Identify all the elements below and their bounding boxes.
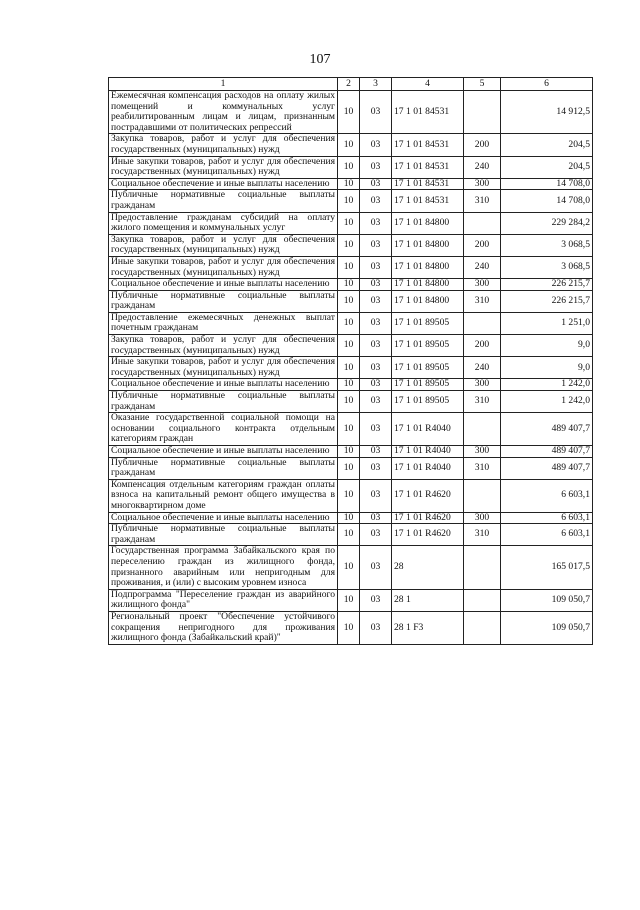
row-name: Закупка товаров, работ и услуг для обеспечения государственных (муниципальных) нужд — [109, 234, 338, 256]
row-amount: 9,0 — [501, 357, 593, 379]
row-section: 10 — [338, 134, 360, 156]
row-target-code: 17 1 01 R4620 — [392, 524, 464, 546]
row-amount: 204,5 — [501, 134, 593, 156]
row-subsection: 03 — [360, 446, 392, 458]
header-col-1: 1 — [109, 78, 338, 91]
row-subsection: 03 — [360, 156, 392, 178]
row-expense-type: 200 — [464, 234, 501, 256]
row-expense-type: 310 — [464, 524, 501, 546]
table-row — [109, 524, 593, 546]
table-row — [109, 413, 593, 446]
row-name: Предоставление ежемесячных денежных выплат почетным гражданам — [109, 312, 338, 334]
row-expense-type: 300 — [464, 279, 501, 291]
row-amount: 6 603,1 — [501, 524, 593, 546]
row-amount: 226 215,7 — [501, 279, 593, 291]
row-name: Подпрограмма "Переселение граждан из аварийного жилищного фонда" — [109, 589, 338, 611]
row-section: 10 — [338, 256, 360, 278]
row-subsection: 03 — [360, 190, 392, 212]
row-name: Публичные нормативные социальные выплаты гражданам — [109, 290, 338, 312]
row-amount: 14 708,0 — [501, 178, 593, 190]
table-row — [109, 91, 593, 134]
row-expense-type: 310 — [464, 290, 501, 312]
row-subsection: 03 — [360, 279, 392, 291]
row-expense-type: 240 — [464, 256, 501, 278]
table-row — [109, 512, 593, 524]
header-col-2: 2 — [338, 78, 360, 91]
table-row — [109, 357, 593, 379]
table-row — [109, 190, 593, 212]
table-row — [109, 234, 593, 256]
row-amount: 6 603,1 — [501, 512, 593, 524]
row-name: Закупка товаров, работ и услуг для обеспечения государственных (муниципальных) нужд — [109, 335, 338, 357]
row-amount: 1 251,0 — [501, 312, 593, 334]
table-row — [109, 479, 593, 512]
table-row — [109, 457, 593, 479]
row-amount: 3 068,5 — [501, 256, 593, 278]
row-name: Социальное обеспечение и иные выплаты населению — [109, 379, 338, 391]
row-amount: 489 407,7 — [501, 446, 593, 458]
row-section: 10 — [338, 457, 360, 479]
table-row — [109, 290, 593, 312]
row-section: 10 — [338, 524, 360, 546]
page-number: 107 — [309, 52, 331, 67]
row-section: 10 — [338, 91, 360, 134]
row-expense-type — [464, 312, 501, 334]
row-section: 10 — [338, 190, 360, 212]
row-subsection: 03 — [360, 212, 392, 234]
row-target-code: 17 1 01 84800 — [392, 256, 464, 278]
row-expense-type — [464, 91, 501, 134]
row-name: Социальное обеспечение и иные выплаты населению — [109, 279, 338, 291]
row-name: Публичные нормативные социальные выплаты гражданам — [109, 457, 338, 479]
row-subsection: 03 — [360, 546, 392, 589]
row-name: Ежемесячная компенсация расходов на оплату жилых помещений и коммунальных услуг реабилитированным лицам и лицам, признанным пострадавшими от политических репрессий — [109, 91, 338, 134]
row-amount: 226 215,7 — [501, 290, 593, 312]
row-section: 10 — [338, 413, 360, 446]
table-row — [109, 335, 593, 357]
row-expense-type: 300 — [464, 512, 501, 524]
row-subsection: 03 — [360, 256, 392, 278]
table-row — [109, 446, 593, 458]
row-subsection: 03 — [360, 91, 392, 134]
row-section: 10 — [338, 546, 360, 589]
row-name: Закупка товаров, работ и услуг для обеспечения государственных (муниципальных) нужд — [109, 134, 338, 156]
row-target-code: 17 1 01 89505 — [392, 357, 464, 379]
row-name: Предоставление гражданам субсидий на оплату жилого помещения и коммунальных услуг — [109, 212, 338, 234]
row-section: 10 — [338, 589, 360, 611]
row-name: Иные закупки товаров, работ и услуг для обеспечения государственных (муниципальных) нужд — [109, 156, 338, 178]
row-expense-type: 200 — [464, 134, 501, 156]
table-row — [109, 546, 593, 589]
row-subsection: 03 — [360, 335, 392, 357]
table-row — [109, 156, 593, 178]
row-expense-type: 240 — [464, 357, 501, 379]
row-target-code: 17 1 01 89505 — [392, 335, 464, 357]
row-subsection: 03 — [360, 379, 392, 391]
table-row — [109, 611, 593, 644]
row-section: 10 — [338, 512, 360, 524]
row-name: Публичные нормативные социальные выплаты гражданам — [109, 391, 338, 413]
row-amount: 3 068,5 — [501, 234, 593, 256]
row-target-code: 17 1 01 89505 — [392, 312, 464, 334]
row-section: 10 — [338, 479, 360, 512]
row-expense-type — [464, 212, 501, 234]
row-name: Иные закупки товаров, работ и услуг для обеспечения государственных (муниципальных) нужд — [109, 357, 338, 379]
table-row — [109, 379, 593, 391]
row-expense-type: 300 — [464, 446, 501, 458]
row-name: Социальное обеспечение и иные выплаты населению — [109, 446, 338, 458]
row-name: Иные закупки товаров, работ и услуг для обеспечения государственных (муниципальных) нужд — [109, 256, 338, 278]
row-section: 10 — [338, 312, 360, 334]
row-target-code: 17 1 01 R4040 — [392, 413, 464, 446]
row-name: Социальное обеспечение и иные выплаты населению — [109, 512, 338, 524]
row-expense-type: 300 — [464, 379, 501, 391]
row-target-code: 17 1 01 R4040 — [392, 457, 464, 479]
row-expense-type: 310 — [464, 190, 501, 212]
row-expense-type: 300 — [464, 178, 501, 190]
row-amount: 204,5 — [501, 156, 593, 178]
row-target-code: 17 1 01 84800 — [392, 234, 464, 256]
budget-table — [108, 77, 593, 645]
row-expense-type: 310 — [464, 391, 501, 413]
table-row — [109, 178, 593, 190]
row-target-code: 17 1 01 89505 — [392, 379, 464, 391]
row-subsection: 03 — [360, 134, 392, 156]
row-amount: 109 050,7 — [501, 589, 593, 611]
row-section: 10 — [338, 279, 360, 291]
row-amount: 489 407,7 — [501, 413, 593, 446]
row-expense-type: 310 — [464, 457, 501, 479]
row-target-code: 17 1 01 84531 — [392, 178, 464, 190]
row-amount: 109 050,7 — [501, 611, 593, 644]
header-col-4: 4 — [392, 78, 464, 91]
row-section: 10 — [338, 212, 360, 234]
row-name: Компенсация отдельным категориям граждан оплаты взноса на капитальный ремонт общего имущества в многоквартирном доме — [109, 479, 338, 512]
row-name: Государственная программа Забайкальского края по переселению граждан из жилищного фонда, признанного аварийным или непригодным для проживания, и (или) с высоким уровнем износа — [109, 546, 338, 589]
row-subsection: 03 — [360, 413, 392, 446]
row-expense-type — [464, 589, 501, 611]
table-row — [109, 391, 593, 413]
header-col-6: 6 — [501, 78, 593, 91]
row-section: 10 — [338, 156, 360, 178]
row-amount: 1 242,0 — [501, 379, 593, 391]
row-expense-type — [464, 479, 501, 512]
row-section: 10 — [338, 178, 360, 190]
row-name: Оказание государственной социальной помощи на основании социального контракта отдельным категориям граждан — [109, 413, 338, 446]
row-target-code: 17 1 01 R4620 — [392, 512, 464, 524]
row-section: 10 — [338, 379, 360, 391]
row-subsection: 03 — [360, 479, 392, 512]
row-section: 10 — [338, 357, 360, 379]
row-subsection: 03 — [360, 589, 392, 611]
row-target-code: 28 1 F3 — [392, 611, 464, 644]
row-target-code: 17 1 01 84800 — [392, 290, 464, 312]
row-expense-type — [464, 611, 501, 644]
row-section: 10 — [338, 611, 360, 644]
row-expense-type — [464, 413, 501, 446]
row-name: Публичные нормативные социальные выплаты гражданам — [109, 524, 338, 546]
row-subsection: 03 — [360, 178, 392, 190]
table-row — [109, 312, 593, 334]
row-target-code: 17 1 01 84531 — [392, 134, 464, 156]
row-target-code: 17 1 01 R4040 — [392, 446, 464, 458]
row-target-code: 17 1 01 89505 — [392, 391, 464, 413]
row-name: Социальное обеспечение и иные выплаты населению — [109, 178, 338, 190]
row-target-code: 17 1 01 R4620 — [392, 479, 464, 512]
table-row — [109, 212, 593, 234]
row-target-code: 17 1 01 84531 — [392, 156, 464, 178]
row-subsection: 03 — [360, 290, 392, 312]
row-amount: 165 017,5 — [501, 546, 593, 589]
row-subsection: 03 — [360, 357, 392, 379]
table-row — [109, 589, 593, 611]
row-amount: 1 242,0 — [501, 391, 593, 413]
row-amount: 6 603,1 — [501, 479, 593, 512]
row-subsection: 03 — [360, 512, 392, 524]
header-col-3: 3 — [360, 78, 392, 91]
row-subsection: 03 — [360, 524, 392, 546]
row-section: 10 — [338, 290, 360, 312]
row-expense-type: 200 — [464, 335, 501, 357]
row-amount: 14 708,0 — [501, 190, 593, 212]
row-name: Публичные нормативные социальные выплаты гражданам — [109, 190, 338, 212]
table-row — [109, 256, 593, 278]
table-header-row — [109, 78, 593, 91]
row-target-code: 17 1 01 84800 — [392, 212, 464, 234]
row-section: 10 — [338, 335, 360, 357]
table-row — [109, 134, 593, 156]
row-expense-type — [464, 546, 501, 589]
row-subsection: 03 — [360, 312, 392, 334]
row-expense-type: 240 — [464, 156, 501, 178]
row-section: 10 — [338, 391, 360, 413]
row-target-code: 17 1 01 84800 — [392, 279, 464, 291]
row-subsection: 03 — [360, 234, 392, 256]
table-row — [109, 279, 593, 291]
row-amount: 9,0 — [501, 335, 593, 357]
row-subsection: 03 — [360, 457, 392, 479]
row-name: Региональный проект "Обеспечение устойчивого сокращения непригодного для проживания жилищного фонда (Забайкальский край)" — [109, 611, 338, 644]
row-section: 10 — [338, 234, 360, 256]
row-target-code: 28 1 — [392, 589, 464, 611]
row-amount: 14 912,5 — [501, 91, 593, 134]
row-amount: 489 407,7 — [501, 457, 593, 479]
header-col-5: 5 — [464, 78, 501, 91]
row-target-code: 28 — [392, 546, 464, 589]
row-target-code: 17 1 01 84531 — [392, 91, 464, 134]
row-target-code: 17 1 01 84531 — [392, 190, 464, 212]
row-section: 10 — [338, 446, 360, 458]
row-amount: 229 284,2 — [501, 212, 593, 234]
row-subsection: 03 — [360, 391, 392, 413]
row-subsection: 03 — [360, 611, 392, 644]
